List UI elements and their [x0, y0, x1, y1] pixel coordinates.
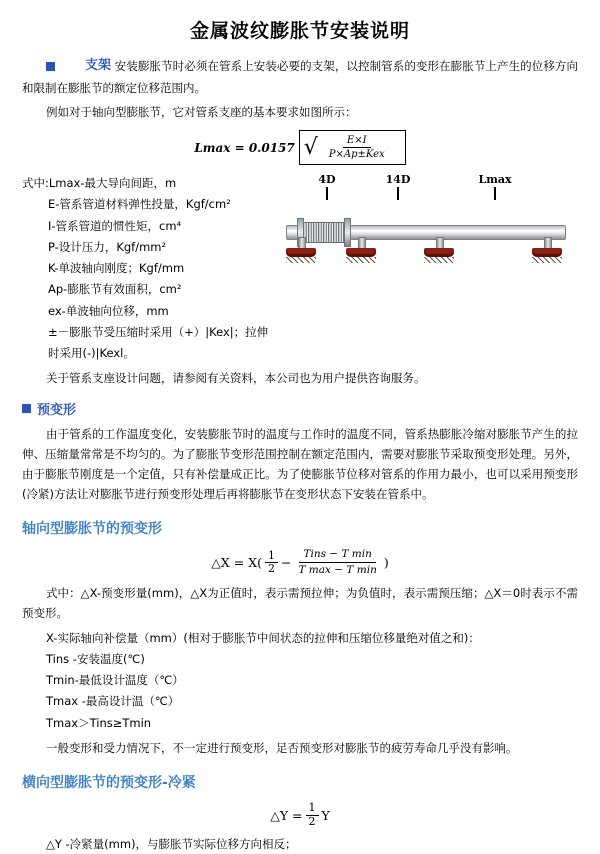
- axial-equation-fraction: Tins − T min T max − T min: [298, 548, 377, 577]
- lmax-formula-lhs: Lmax = 0.0157: [194, 140, 295, 155]
- list-item: Tmin-最低设计温度（℃）: [46, 673, 184, 688]
- support-icon: [532, 237, 562, 259]
- axial-equation-rhs: ): [383, 555, 389, 571]
- list-item: I-管系管道的惯性矩，cm⁴: [48, 218, 182, 233]
- list-item: K-单波轴向刚度；Kgf/mm: [48, 261, 185, 276]
- lateral-equation-rhs: Y: [321, 807, 330, 823]
- pipe-assembly: [280, 203, 570, 273]
- bracket-paragraph-1: [22, 55, 578, 98]
- list-item: E-管系管道材料弹性投量，Kgf/cm²: [48, 197, 231, 212]
- pipe-support-diagram: [280, 173, 570, 283]
- variable-list-column: [22, 169, 272, 364]
- lmax-formula-radical: [299, 130, 406, 165]
- bracket-section-head: [46, 55, 111, 78]
- axial-equation-minus: −: [280, 555, 292, 571]
- bracket-section-label: 支架: [85, 58, 112, 73]
- lateral-equation-lhs: △Y =: [270, 807, 303, 823]
- predeform-section-label: 预变形: [37, 402, 77, 418]
- bracket-paragraph-3: 关于管系支座设计问题，请参阅有关资料，本公司也为用户提供咨询服务。: [46, 371, 426, 386]
- support-icon: [286, 237, 316, 259]
- dimension-lmax: Lmax: [440, 173, 550, 200]
- axial-footnote: 一般变形和受力情况下，不一定进行预变形，足否预变形对膨胀节的疲劳寿命几乎没有影响。: [46, 740, 518, 755]
- list-item: ±－膨胀节受压缩时采用（+）|Kex|；拉伸时采用(-)|Kexl。: [48, 324, 269, 361]
- dimension-4d: 4D: [298, 173, 356, 200]
- lateral-note: △Y -冷紧量(mm)，与膨胀节实际位移方向相反；: [46, 837, 297, 852]
- diagram-column: [280, 169, 578, 283]
- diagram-dimension-row: [280, 173, 570, 199]
- blue-square-icon: [46, 62, 55, 71]
- list-item: Tmax＞Tins≥Tmin: [46, 715, 152, 730]
- list-item: Tins -安装温度(℃): [46, 651, 145, 666]
- axial-equation-lhs: △X = X(: [211, 555, 262, 571]
- radical-icon: √: [303, 134, 318, 160]
- lmax-formula: [22, 130, 578, 165]
- support-icon: [346, 237, 376, 259]
- bracket-paragraph-1-text: 安装膨胀节时必须在管系上安装必要的支架，以控制管系的变形在膨胀节上产生的位移方向和限制在膨胀节的额定位移范围内。: [22, 58, 579, 95]
- list-item: P-设计压力，Kgf/mm²: [48, 239, 167, 254]
- bracket-variable-list: [22, 173, 272, 364]
- list-item: Ap-膨胀节有效面积，cm²: [48, 282, 182, 297]
- lateral-equation-half: $\frac{1}{2}$: [306, 802, 319, 828]
- list-item: ex-单波轴向位移，mm: [48, 303, 169, 318]
- list-item: X-实际轴向补偿量（mm）(相对于膨胀节中间状态的拉伸和压缩位移量绝对值之和)：: [46, 630, 480, 645]
- bracket-paragraph-2: 例如对于轴向型膨胀节，它对管系支座的基本要求如图所示：: [46, 104, 357, 119]
- list-item: Tmax -最高设计温（℃）: [46, 694, 180, 709]
- lmax-formula-denominator: P×Ap±Kex: [328, 149, 385, 160]
- lateral-equation: [22, 802, 578, 828]
- variables-and-diagram: [22, 169, 578, 364]
- blue-square-icon: [22, 404, 31, 413]
- axial-equation-half: 1 2: [265, 550, 278, 576]
- axial-subheading: 轴向型膨胀节的预变形: [22, 521, 162, 538]
- lateral-subheading: 横向型膨胀节的预变形-冷紧: [22, 774, 196, 791]
- list-item: 式中:Lmax-最大导向间距，m: [22, 176, 177, 190]
- axial-equation: [22, 548, 578, 577]
- axial-variable-list: [22, 628, 578, 734]
- support-icon: [424, 237, 454, 259]
- predeform-paragraph-1: 由于管系的工作温度变化，安装膨胀节时的温度与工作时的温度不同，管系热膨胀冷缩对膨胀节产生的拉伸、压缩量常常是不均匀的。为了膨胀节变形范围控制在额定范围内，需要对膨胀节采取预变形处理。另外，由于膨胀节刚度是一个定值，只有补偿量成正比。为了使膨胀节位移对管系的作用力最小，也可以采用预变形(冷紧)方法让对膨胀节进行预变形处理后再将膨胀节在变形状态下安装在管系中。: [22, 426, 578, 501]
- page-title: 金属波纹膨胀节安装说明: [189, 20, 410, 42]
- dimension-14d: 14D: [360, 173, 436, 200]
- lmax-formula-numerator: E×I: [343, 135, 371, 148]
- axial-note: 式中：△X-预变形量(mm)，△X为正值时，表示需预拉伸；为负值时，表示需预压缩；△X＝0时表示不需预变形。: [22, 586, 578, 621]
- predeform-section-head: [22, 399, 578, 418]
